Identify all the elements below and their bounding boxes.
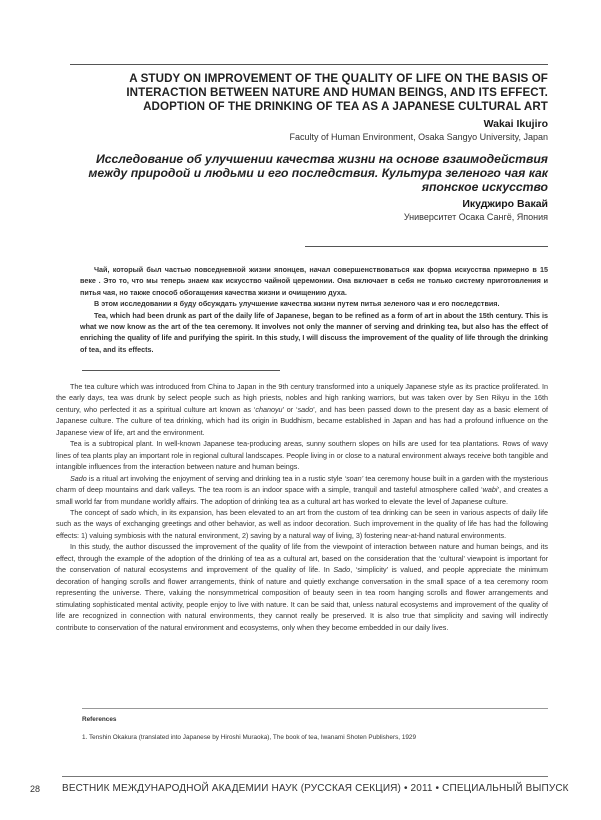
body-text: ’ or ‘ [282,404,298,414]
body-text: ’, and creates a small world far from mundane worldly affairs. The adoption of drinking tea as a cultural art has worked to elevate the level of Japanese culture. [56,485,548,506]
term-sado: sado [120,507,137,517]
body-paragraph-1 [56,381,548,438]
abstract-ru-para-1: Чай, который был частью повседневной жизни японцев, начал совершенствоваться как форма искусства примерно в 15 веке . Это то, что мы теперь знаем как искусство чайной церемонии. Она включает в себя не только систему приготовления и питья чая, но также способ обогащения качества жизни и очищению духа. [80,265,548,297]
term-sado: Sado [70,473,87,483]
body-text: The tea culture which was introduced from China to Japan in the 9th century transformed into a uniquely Japanese style as its practice proliferated. In the early days, tea was drunk by select people such as high priests, nobles and high ranking warriors, but was taken over by Sen Rikyu in the 16th century, who perfected it as a spiritual culture art known as ‘ [56,382,548,414]
term-sado: sado [297,404,314,414]
term-chanoyu: chanoyu [255,404,283,414]
references-rule [82,708,548,709]
body-text: The concept of [70,507,121,517]
author-en: Wakai Ikujiro [483,118,548,130]
body-text: tea ceremony house built in a garden with the mysterious charm of deep mountains and dark valleys. The tea room is an indoor space with a simple, tranquil and tasteful atmosphere called ‘ [56,473,548,495]
title-ru: Исследование об улучшении качества жизни на основе взаимодействия между природой и людьми и его последствия. Культура зеленого чая как японское искусство [88,152,548,195]
title-en: A STUDY ON IMPROVEMENT OF THE QUALITY OF LIFE ON THE BASIS OF INTERACTION BETWEEN NATURE AND HUMAN BEINGS, AND ITS EFFECT. ADOPTION OF THE DRINKING OF TEA AS A JAPANESE CULTURAL ART [126,72,548,113]
affiliation-ru: Университет Осака Сангё, Япония [403,211,548,222]
references-heading: References [82,716,117,723]
abstract [80,264,548,355]
body-paragraph-4 [56,507,548,541]
body-paragraph-3 [56,473,548,507]
term-soan: ‘soan’ [344,473,364,483]
page-footer [0,781,601,797]
body-text: , ‘simplicity’ is valued, and people appreciate the minimum decoration of hanging scrolls and flower arrangements, think of nature and quietly exchange conversation in the small space of a tea ceremony room representing the universe. There, valuing the nonsymmetrical composition of beauty seen in tea room hanging scrolls and flower arrangements and stimulating sophisticated mental activity, people enjoy to live with nature. It can be said that, unless natural ecosystems and improvement of the quality of life are recognized in connection with natural environments, they cannot really be preserved. It is also true that simplicity and saving will indirectly contribute to conservation of the natural environment and ecosystems, only when they become embedded in our daily lives. [56,565,548,632]
references [82,715,548,743]
page-number: 28 [30,784,41,794]
journal-title: ВЕСТНИК МЕЖДУНАРОДНОЙ АКАДЕМИИ НАУК (РУССКАЯ СЕКЦИЯ) • 2011 • СПЕЦИАЛЬНЫЙ ВЫПУСК [62,783,569,794]
author-ru: Икуджиро Вакай [462,197,548,210]
abstract-bottom-rule [82,370,280,371]
body-paragraph-5 [56,541,548,633]
reference-item: 1. Tenshin Okakura (translated into Japanese by Hiroshi Muraoka), The book of tea, Iwanami Shoten Publishers, 1929 [82,734,417,741]
affiliation-en: Faculty of Human Environment, Osaka Sangyo University, Japan [289,132,548,142]
main-body [56,381,548,633]
footer-top-rule [62,776,548,777]
body-text: ’, and has been passed down to the present day as a basic element of Japanese culture. The culture of tea drinking, which had its origin in Buddhism, became established in Japan and has had a profound influence on the Japanese view of life, art and the environment. [56,404,548,437]
title-block [80,72,548,223]
body-paragraph-2: Tea is a subtropical plant. In well-known Japanese tea-producing areas, sunny southern slopes on hills are used for tea plantations. Rows of wavy lines of tea plants play an important role in regional cultural landscapes. People living in or close to a natural environment always receive both tangible and intangible influences from the interaction between nature and human beings. [56,439,548,472]
abstract-ru-para-2: В этом исследовании я буду обсуждать улучшение качества жизни путем питья зеленого чая и его последствия. [94,299,500,309]
abstract-en-para: Tea, which had been drunk as part of the daily life of Japanese, began to be refined as a form of art in about the 15th century. This is what we now know as the art of the tea ceremony. It involves not only the manner of serving and drinking tea, but also has the effect of enriching the quality of life and purifying the spirit. In this study, I will discuss the improvement of the quality of life through the drinking of tea, and its effects. [80,310,548,354]
body-text: In this study, the author discussed the improvement of the quality of life from the viewpoint of interaction between nature and human beings, and its effect, through the example of the adoption of the drinking of tea as a cultural art, based on the consideration that the ‘cultural’ viewpoint is important for the conservation of natural ecosystems and improvement of the quality of life. In [56,542,548,575]
top-rule [70,64,548,65]
abstract-top-rule [305,246,548,247]
body-text: which, in its expansion, has been elevated to an art from the custom of tea drinking can be seen in various aspects of daily life such as the ways of exchanging greetings and other behavior, as well as indoor decoration. Such improvement in the quality of life has had the following effects: 1) valuing symbiosis with the natural environment, 2) saving by a natural way of living, 3) fostering near-at-hand natural environments. [56,507,549,540]
term-sado: Sado [333,565,351,575]
body-text: is a ritual art involving the enjoyment of serving and drinking tea in a rustic style [86,473,345,483]
term-wabi: wabi [482,485,498,495]
